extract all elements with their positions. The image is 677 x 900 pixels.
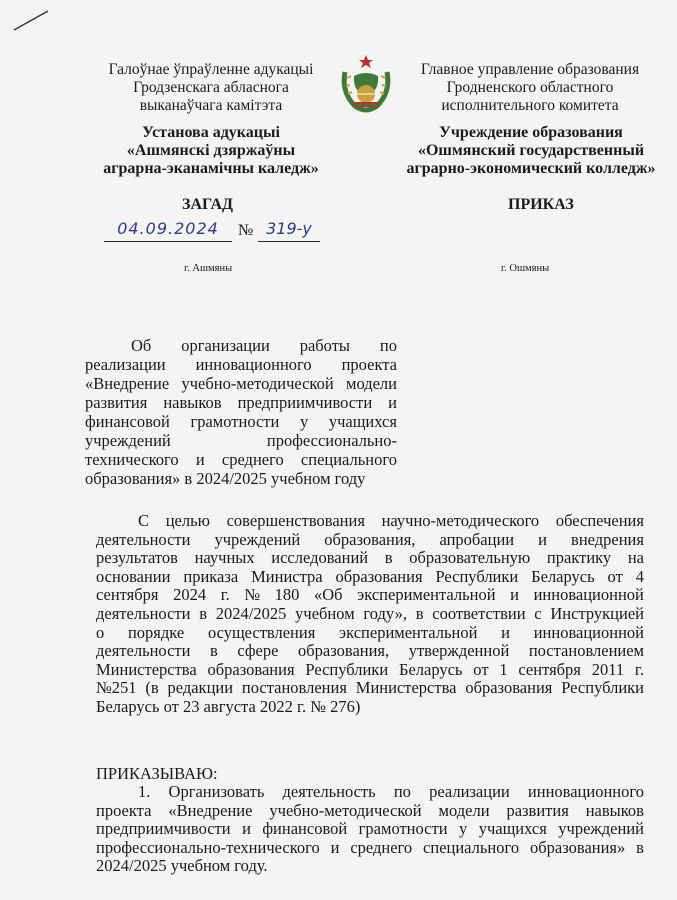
word: образования,	[324, 529, 416, 549]
word: организации	[181, 336, 270, 355]
item-line	[96, 802, 644, 821]
order-item-1	[96, 783, 644, 876]
word: на	[627, 548, 644, 568]
place-left: г. Ашмяны	[184, 263, 233, 274]
word: учащихся	[328, 412, 397, 431]
word: в	[199, 603, 208, 623]
word: экспериментальной	[357, 585, 496, 605]
word: утвержденной	[408, 641, 510, 661]
header-right-line: исполнительного комитета	[441, 97, 619, 114]
word: 4	[635, 566, 644, 586]
institution-left-line: «Ашмянскі дзяржаўны	[126, 142, 296, 159]
word: по	[393, 782, 411, 801]
body-line	[96, 512, 644, 531]
word: специального	[423, 837, 520, 857]
body-line	[96, 549, 644, 568]
body-line	[96, 568, 644, 587]
word: в	[415, 603, 424, 623]
word: инновационного	[527, 782, 644, 801]
belarus-state-emblem-icon	[337, 52, 395, 114]
word: учреждений	[85, 431, 171, 450]
word: Министерства	[355, 678, 457, 698]
word: реализации	[85, 355, 166, 374]
word: научно-методического	[381, 511, 540, 530]
subject-line	[85, 450, 397, 469]
word: деятельность	[282, 782, 376, 801]
word: образования	[207, 659, 295, 679]
preamble-paragraph	[96, 512, 644, 717]
doc-type-right: ПРИКАЗ	[508, 196, 574, 213]
word: постановлением	[528, 641, 644, 661]
word: Беларусь	[398, 659, 463, 679]
word: Об	[131, 336, 152, 355]
word: деятельности	[96, 641, 191, 661]
word: профессионально-технического	[96, 837, 320, 857]
word: 180	[274, 585, 300, 605]
word: г.	[634, 659, 644, 679]
header-left-line: Гродзенскага абласнога	[133, 79, 289, 96]
word: навыков	[163, 393, 222, 412]
doc-type-left: ЗАГАД	[182, 196, 233, 213]
word: инновационного	[195, 355, 312, 374]
word: финансовой	[85, 412, 170, 431]
word: обеспечения	[555, 511, 644, 530]
word: образования	[465, 678, 553, 698]
word: 1	[499, 659, 508, 679]
word: Республики	[435, 566, 519, 586]
word: учебно-методической	[181, 374, 334, 393]
word: деятельности	[96, 529, 191, 549]
header-left-line: Галоўнае ўпраўленне адукацыі	[108, 61, 314, 78]
word: году»,	[363, 603, 407, 623]
handwritten-date: 04.09.2024	[104, 219, 232, 242]
order-keyword: ПРИКАЗЫВАЮ:	[96, 764, 218, 783]
body-line	[96, 679, 644, 698]
word: Беларусь	[531, 566, 595, 586]
word: С	[138, 511, 150, 530]
body-line	[96, 642, 644, 661]
word: «Об	[314, 585, 343, 605]
body-line	[96, 624, 644, 643]
word: среднего	[221, 450, 284, 469]
item-line	[96, 839, 644, 858]
subject-line	[85, 412, 397, 431]
number-sign: №	[238, 222, 254, 239]
institution-left	[95, 124, 327, 178]
word: и	[501, 622, 510, 642]
word: и	[242, 819, 251, 839]
institution-right-line: аграрно-экономический колледж»	[406, 160, 656, 177]
subject-line	[85, 336, 397, 355]
word: грамотности	[190, 412, 280, 431]
word: учреждений	[214, 529, 301, 549]
word: 2011	[591, 659, 625, 679]
word: профессионально-	[266, 431, 397, 450]
word: образования,	[297, 641, 390, 661]
word: результатов	[96, 548, 178, 568]
item-line	[96, 783, 644, 802]
word: деятельности	[96, 603, 191, 623]
word: порядке	[127, 622, 185, 642]
institution-right	[400, 124, 662, 178]
word: соответствии	[432, 603, 526, 623]
institution-right-line: Учреждение образования	[439, 124, 623, 141]
item-line: 2024/2025 учебном году.	[96, 856, 268, 876]
word: среднего	[350, 837, 413, 857]
word: 2024/2025	[215, 603, 287, 623]
word: и	[510, 585, 519, 605]
word: редакции	[167, 678, 234, 698]
word: №251	[96, 678, 137, 698]
word: модели	[346, 374, 397, 393]
word: приказа	[183, 566, 239, 586]
word: образования	[335, 566, 423, 586]
word: в	[384, 548, 393, 568]
word: и	[195, 450, 205, 469]
word: грамотности	[358, 819, 448, 839]
word: постановления	[241, 678, 347, 698]
word: образовательную	[409, 548, 531, 568]
word: предприимчивости	[237, 393, 373, 412]
word: и	[538, 529, 547, 549]
word: г.	[220, 585, 230, 605]
word: от	[607, 566, 623, 586]
word: исследований	[271, 548, 369, 568]
word: учебном	[295, 603, 355, 623]
word: реализации	[429, 782, 510, 801]
body-line	[96, 586, 644, 605]
word: апробации	[439, 529, 515, 549]
word: практику	[546, 548, 612, 568]
word: сфере	[237, 641, 279, 661]
word: проекта	[96, 800, 152, 820]
header-left	[95, 61, 327, 115]
word: Инструкцией	[550, 603, 644, 623]
word: Министерства	[96, 659, 197, 679]
order-subject	[85, 336, 397, 488]
item-line	[96, 820, 644, 839]
word: №	[244, 585, 261, 605]
word: внедрения	[571, 529, 644, 549]
word: и	[330, 837, 340, 857]
word: с	[534, 603, 542, 623]
header-right-line: Гродненского областного	[446, 79, 614, 96]
word: Министра	[251, 566, 323, 586]
word: Республики	[561, 678, 644, 698]
word: в	[636, 837, 644, 857]
word: сентября	[518, 659, 581, 679]
word: Республики	[305, 659, 389, 679]
word: проекта	[341, 355, 397, 374]
word: у	[299, 412, 309, 431]
word: финансовой	[262, 819, 348, 839]
word: предприимчивости	[96, 819, 231, 839]
word: модели	[438, 800, 490, 820]
word: работы	[299, 336, 350, 355]
word: инновационной	[533, 585, 644, 605]
word: сентября	[96, 585, 159, 605]
word: основании	[96, 566, 171, 586]
word: осуществления	[207, 622, 316, 642]
word: целью	[165, 511, 210, 530]
word: специального	[300, 450, 397, 469]
word: у	[459, 819, 468, 839]
institution-right-line: «Ошмянский государственный	[417, 142, 645, 159]
word: 2024	[173, 585, 207, 605]
word: навыков	[585, 800, 644, 820]
word: в	[210, 641, 218, 661]
body-line	[96, 661, 644, 680]
word: «Внедрение	[85, 374, 170, 393]
place-right: г. Ошмяны	[501, 263, 550, 274]
subject-line	[85, 393, 397, 412]
word: о	[96, 622, 105, 642]
word: экспериментальной	[339, 622, 478, 642]
body-line	[96, 531, 644, 550]
word: по	[379, 336, 397, 355]
subject-line	[85, 431, 397, 450]
body-line: Беларусь от 23 августа 2022 г. № 276)	[96, 696, 361, 716]
handwritten-number: 319-у	[258, 219, 320, 242]
word: (в	[145, 678, 159, 698]
subject-line: образования» в 2024/2025 учебном году	[85, 469, 366, 488]
word: учащихся	[478, 819, 547, 839]
word: научных	[194, 548, 255, 568]
institution-left-line: Установа адукацыі	[142, 124, 280, 141]
header-right	[405, 61, 655, 115]
subject-line	[85, 355, 397, 374]
word: учреждений	[558, 819, 644, 839]
word: «Внедрение	[168, 800, 253, 820]
word: от	[473, 659, 489, 679]
word: технического	[85, 450, 179, 469]
header-left-line: выканаўчага камітэта	[139, 97, 283, 114]
body-line	[96, 605, 644, 624]
header-right-line: Главное управление образования	[420, 61, 640, 78]
subject-line	[85, 374, 397, 393]
word: развития	[85, 393, 148, 412]
pen-stroke-mark	[12, 8, 52, 32]
word: и	[388, 393, 397, 412]
word: развития	[506, 800, 569, 820]
word: инновационной	[533, 622, 644, 642]
word: образования»	[529, 837, 626, 857]
word: учебно-методической	[269, 800, 422, 820]
word: Организовать	[168, 782, 265, 801]
institution-left-line: аграрна-эканамічны каледж»	[103, 160, 319, 177]
word: совершенствования	[226, 511, 365, 530]
word: 1.	[138, 782, 151, 801]
